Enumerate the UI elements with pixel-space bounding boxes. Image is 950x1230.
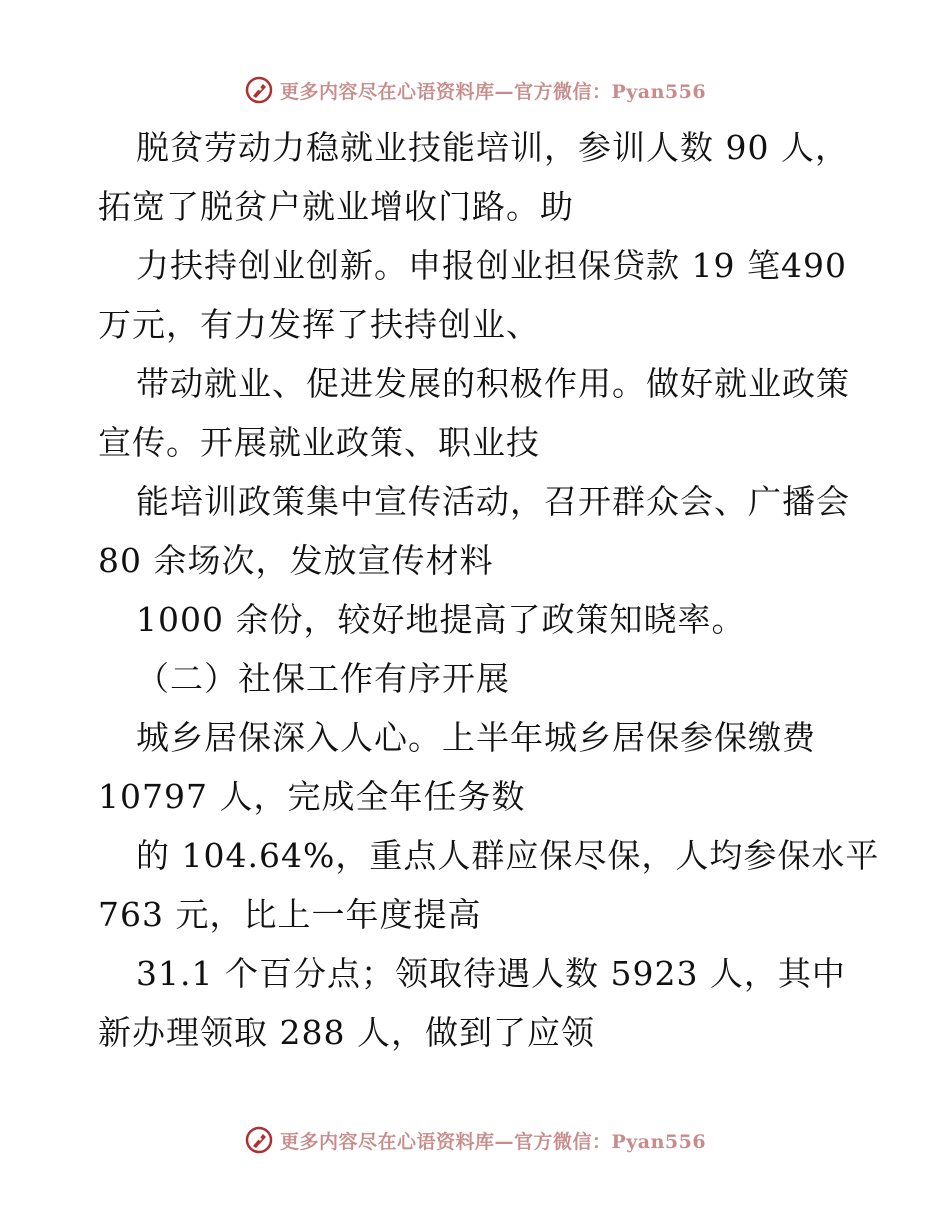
text-line: 31.1 个百分点；领取待遇人数 5923 人，其中: [136, 954, 846, 993]
watermark-text: 更多内容尽在心语资料库—官方微信：Pyan556: [279, 80, 707, 103]
document-body: [98, 118, 880, 1062]
text-line: 10797 人，完成全年任务数: [98, 777, 526, 816]
text-line: 80 余场次，发放宣传材料: [98, 541, 494, 580]
text-line: 763 元，比上一年度提高: [98, 895, 482, 934]
header-watermark: [0, 70, 950, 110]
text-line: 城乡居保深入人心。上半年城乡居保参保缴费: [136, 718, 816, 757]
text-line: 能培训政策集中宣传活动，召开群众会、广播会: [136, 482, 850, 521]
watermark-text: 更多内容尽在心语资料库—官方微信：Pyan556: [279, 1130, 707, 1153]
text-line: 宣传。开展就业政策、职业技: [98, 423, 540, 462]
text-line: （二）社保工作有序开展: [136, 659, 510, 698]
text-line: 1000 余份，较好地提高了政策知晓率。: [136, 600, 746, 639]
text-line: 带动就业、促进发展的积极作用。做好就业政策: [136, 364, 850, 403]
pen-nib-seal-icon: [244, 1125, 274, 1155]
text-line: 力扶持创业创新。申报创业担保贷款 19 笔490: [136, 246, 847, 285]
text-line: 新办理领取 288 人，做到了应领: [98, 1013, 595, 1052]
pen-nib-seal-icon: [244, 75, 274, 105]
text-line: 脱贫劳动力稳就业技能培训，参训人数 90 人，: [136, 128, 849, 167]
text-line: 拓宽了脱贫户就业增收门路。助: [98, 187, 574, 226]
text-line: 万元，有力发挥了扶持创业、: [98, 305, 540, 344]
text-line: 的 104.64%，重点人群应保尽保，人均参保水平: [136, 836, 880, 875]
footer-watermark: [0, 1120, 950, 1160]
